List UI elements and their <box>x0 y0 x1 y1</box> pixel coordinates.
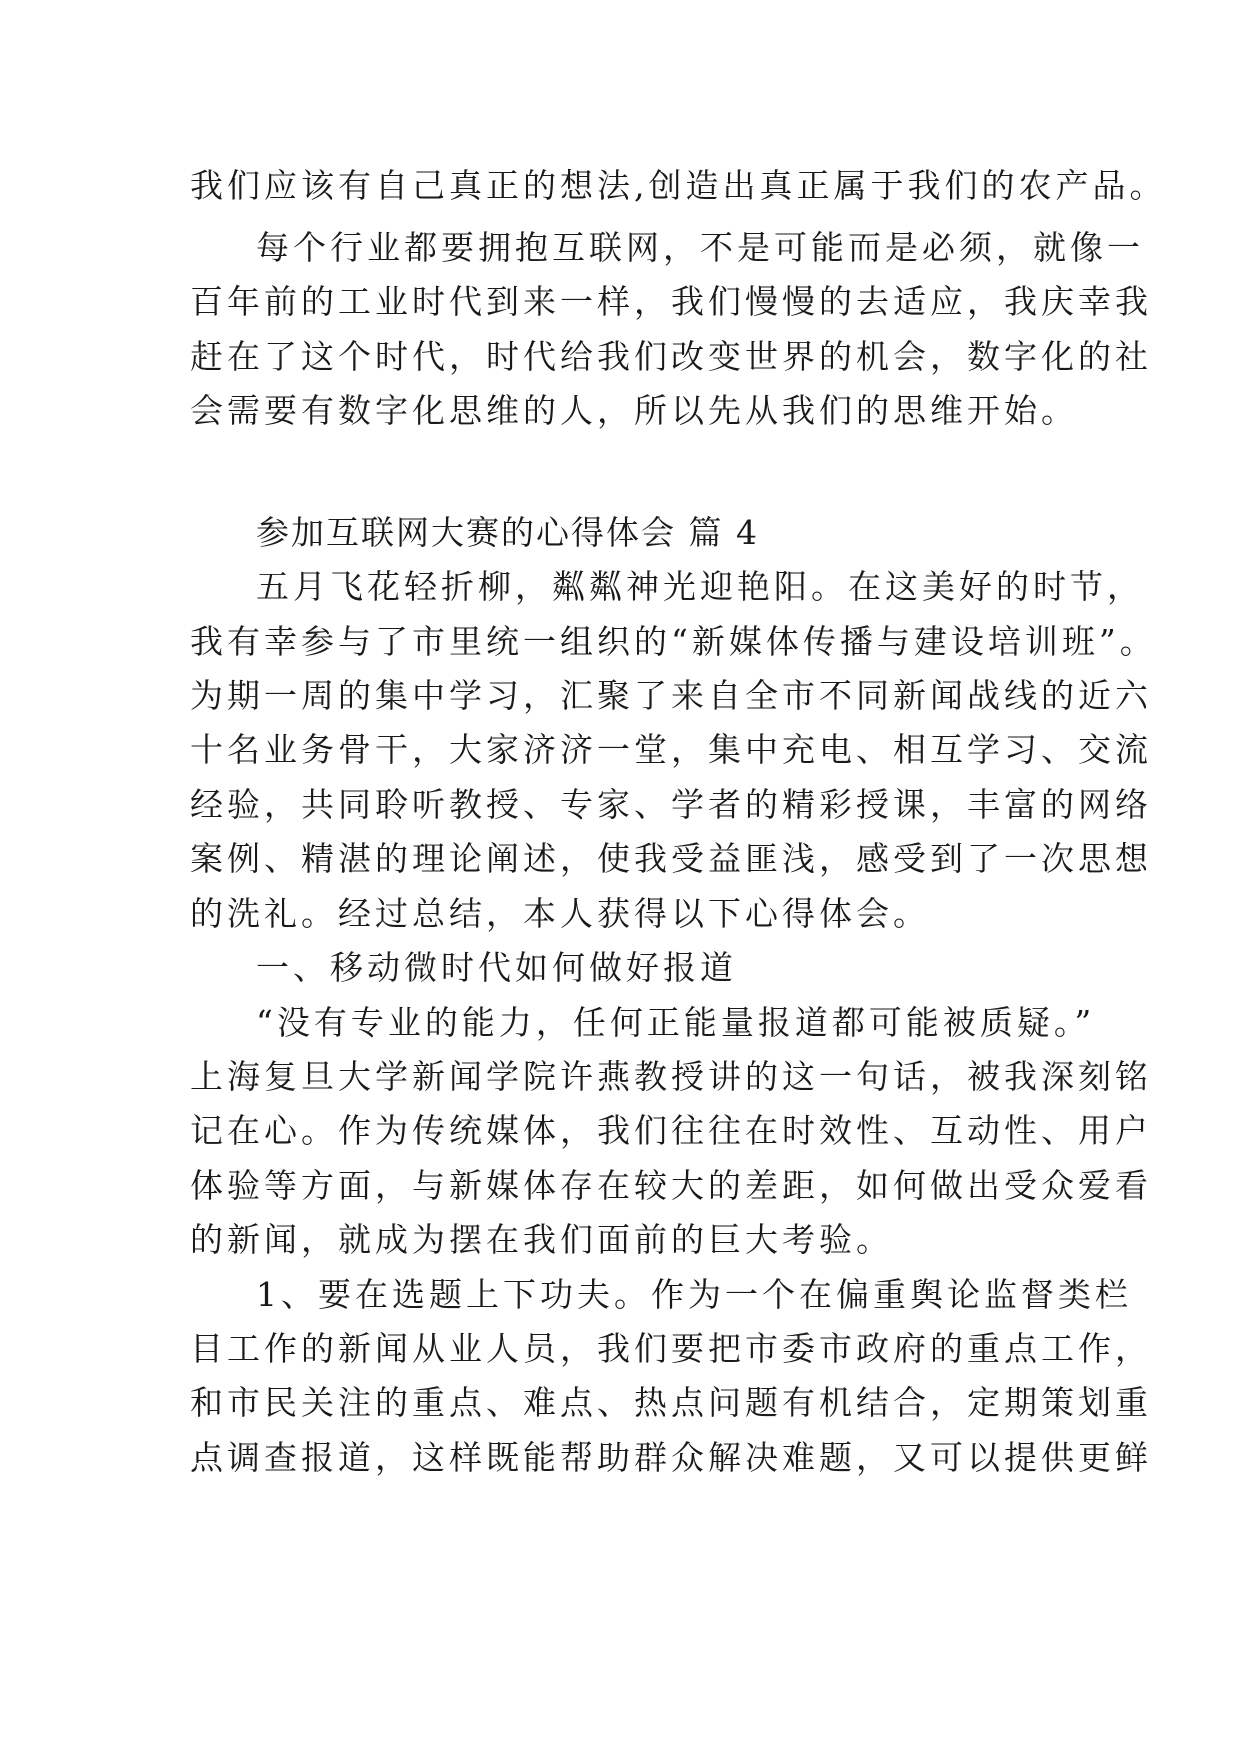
paragraph-line: 上海复旦大学新闻学院许燕教授讲的这一句话，被我深刻铭 <box>190 1057 1152 1096</box>
paragraph-line: “没有专业的能力，任何正能量报道都可能被质疑。” <box>256 1003 1096 1042</box>
paragraph-line: 我们应该有自己真正的想法,创造出真正属于我们的农产品。 <box>190 166 1167 205</box>
paragraph-line: 案例、精湛的理论阐述，使我受益匪浅，感受到了一次思想 <box>190 839 1152 878</box>
paragraph-line: 1、要在选题上下功夫。作为一个在偏重舆论监督类栏 <box>256 1275 1132 1314</box>
paragraph-line: 和市民关注的重点、难点、热点问题有机结合，定期策划重 <box>190 1383 1152 1422</box>
subsection-heading: 一、移动微时代如何做好报道 <box>256 948 737 987</box>
paragraph-line: 五月飞花轻折柳，粼粼神光迎艳阳。在这美好的时节， <box>256 567 1144 606</box>
paragraph-line: 会需要有数字化思维的人，所以先从我们的思维开始。 <box>190 391 1078 430</box>
paragraph-line: 每个行业都要拥抱互联网，不是可能而是必须，就像一 <box>256 228 1144 267</box>
paragraph-line: 十名业务骨干，大家济济一堂，集中充电、相互学习、交流 <box>190 730 1152 769</box>
paragraph-line: 的洗礼。经过总结，本人获得以下心得体会。 <box>190 894 930 933</box>
paragraph-line: 经验，共同聆听教授、专家、学者的精彩授课，丰富的网络 <box>190 785 1152 824</box>
paragraph-line: 为期一周的集中学习，汇聚了来自全市不同新闻战线的近六 <box>190 676 1152 715</box>
paragraph-line: 体验等方面，与新媒体存在较大的差距，如何做出受众爱看 <box>190 1166 1152 1205</box>
paragraph-line: 我有幸参与了市里统一组织的“新媒体传播与建设培训班”。 <box>190 622 1157 661</box>
paragraph-line: 目工作的新闻从业人员，我们要把市委市政府的重点工作， <box>190 1329 1152 1368</box>
paragraph-line: 的新闻，就成为摆在我们面前的巨大考验。 <box>190 1220 893 1259</box>
paragraph-line: 百年前的工业时代到来一样，我们慢慢的去适应，我庆幸我 <box>190 282 1152 321</box>
paragraph-line: 记在心。作为传统媒体，我们往往在时效性、互动性、用户 <box>190 1111 1152 1150</box>
section-heading: 参加互联网大赛的心得体会 篇 4 <box>256 513 759 552</box>
paragraph-line: 点调查报道，这样既能帮助群众解决难题，又可以提供更鲜 <box>190 1438 1152 1477</box>
paragraph-line: 赶在了这个时代，时代给我们改变世界的机会，数字化的社 <box>190 337 1152 376</box>
